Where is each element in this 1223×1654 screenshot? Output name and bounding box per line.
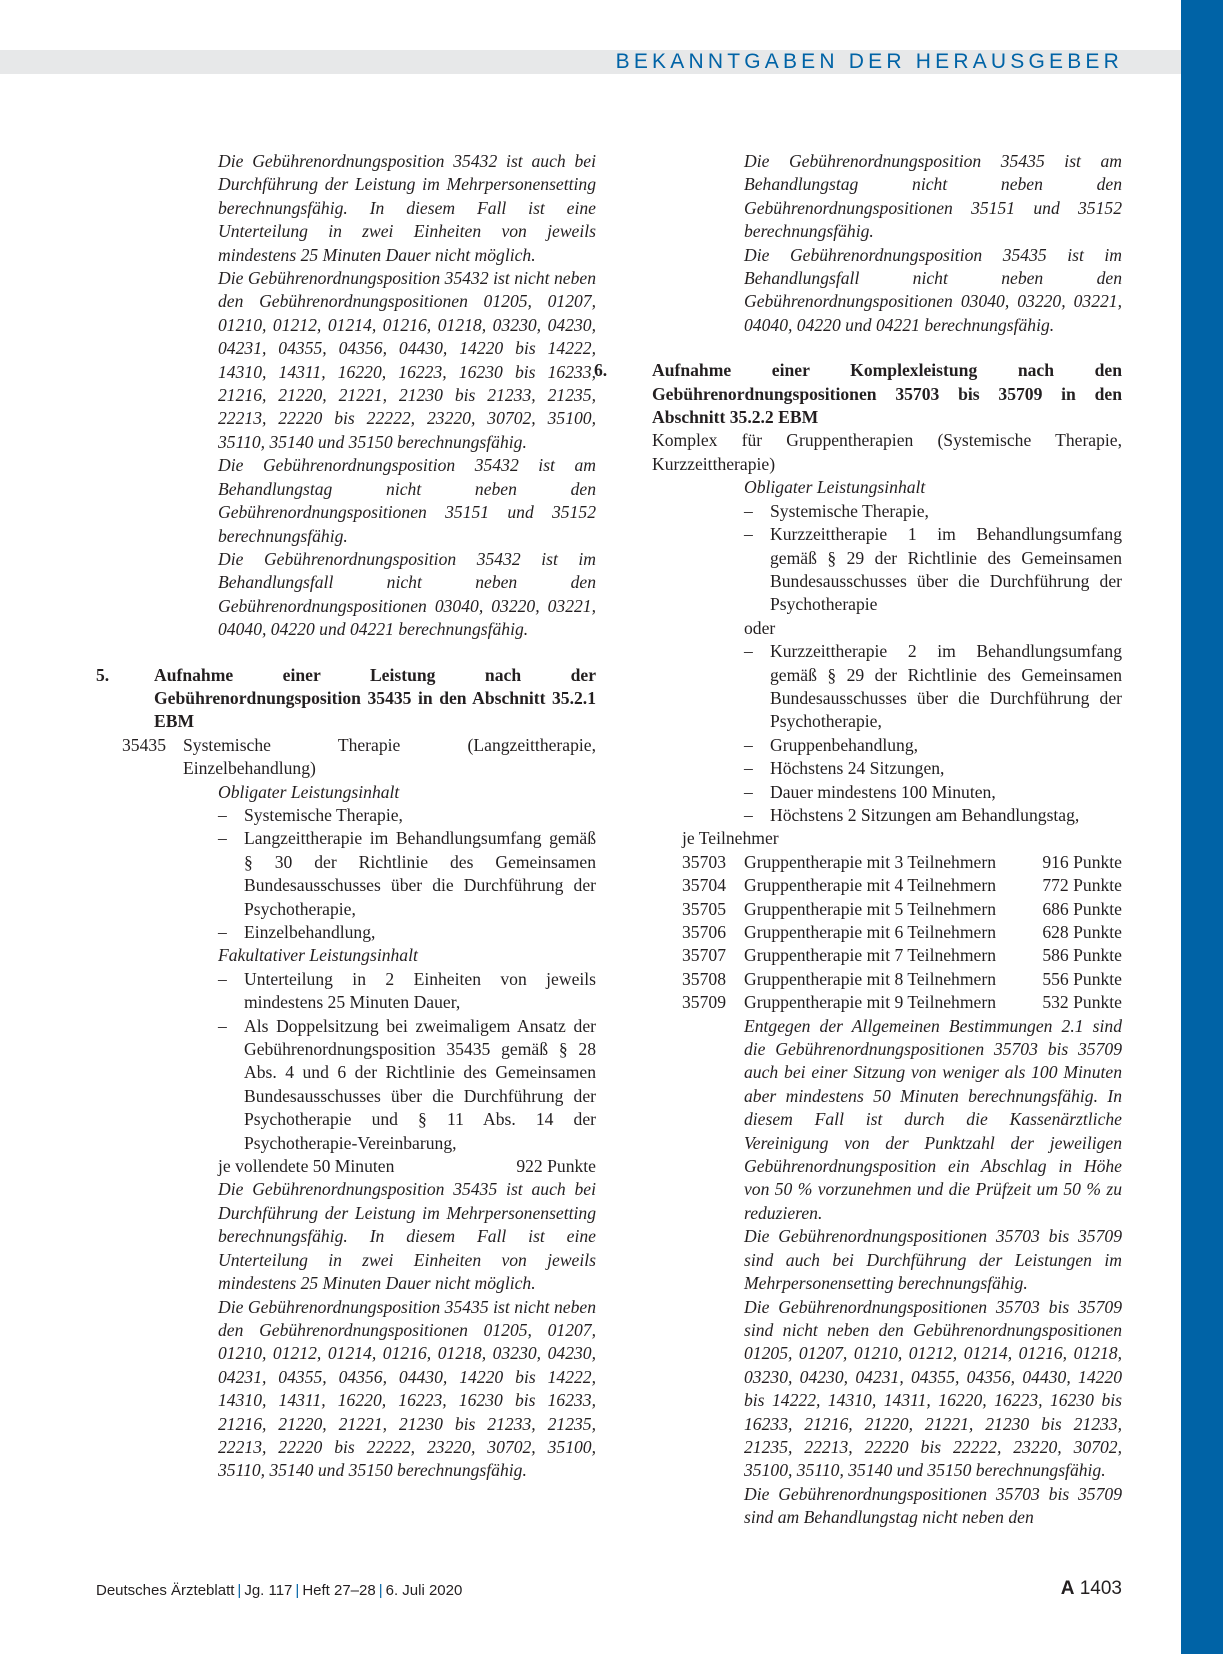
paragraph: Die Gebührenordnungsposition 35432 ist nicht neben den Gebührenordnungspositionen 01205, 01207, 01210, 01212, 01214, 01216, 01218, 03230, 04230, 04231, 04355, 04356, 04430, 14220 bis 14222, 14310, 14311, 16220, 16223, 16230 bis 16233, 21216, 21220, 21221, 21230 bis 21233, 21235, 22213, 22220 bis 22222, 23220, 30702, 35100, 35110, 35140 und 35150 berechnungsfähig. (218, 268, 596, 452)
fee-description: Gruppentherapie mit 3 Teilnehmern (744, 851, 997, 872)
points-value: 556 Punkte (1042, 968, 1122, 989)
subheading: Obligater Leistungsinhalt (218, 781, 400, 802)
points-value: 922 Punkte (516, 1156, 596, 1177)
points-value: 532 Punkte (1042, 992, 1122, 1013)
table-row (682, 921, 1122, 944)
section-number: 5. (96, 664, 110, 685)
fee-description: Systemische Therapie (Langzeittherapie, Einzelbehandlung) (183, 734, 596, 779)
subheading: Obligater Leistungsinhalt (744, 477, 926, 498)
list-item: – Höchstens 2 Sitzungen am Behandlungstag, (630, 804, 1122, 827)
fee-code: 35706 (682, 922, 726, 942)
section-heading (594, 359, 1122, 429)
fee-code: 35704 (682, 875, 726, 896)
section-title: BEKANNTGABEN DER HERAUSGEBER (615, 50, 1123, 73)
journal-issue: Heft 27–28 (302, 1582, 376, 1599)
paragraph: je Teilnehmer (682, 828, 779, 849)
footer-citation: Deutsches Ärzteblatt | Jg. 117 | Heft 27–28 | 6. Juli 2020 (96, 1582, 463, 1599)
fee-description: Gruppentherapie mit 8 Teilnehmern (744, 968, 997, 989)
list-item: – Höchstens 24 Sitzungen, (630, 757, 1122, 780)
right-column (594, 150, 1122, 1530)
points-value: 772 Punkte (1042, 875, 1122, 896)
page-edge-stripe (1181, 0, 1223, 1654)
paragraph: Die Gebührenordnungspositionen 35703 bis 35709 sind auch bei Durchführung der Leistungen im Mehrpersonensetting berechnungsfähig. (744, 1226, 1122, 1294)
table-row (682, 944, 1122, 967)
points-value: 686 Punkte (1042, 898, 1122, 919)
list-item: – Kurzzeittherapie 2 im Behandlungsumfang gemäß § 29 der Richtlinie des Gemeinsamen Bundesausschusses über die Durchführung der Psychotherapie, (630, 640, 1122, 734)
table-row (682, 874, 1122, 897)
paragraph: Die Gebührenordnungsposition 35435 ist nicht neben den Gebührenordnungspositionen 01205, 01207, 01210, 01212, 01214, 01216, 01218, 03230, 04230, 04231, 04355, 04356, 04430, 14220 bis 14222, 14310, 14311, 16220, 16223, 16230 bis 16233, 21216, 21220, 21221, 21230 bis 21233, 21235, 22213, 22220 bis 22222, 23220, 30702, 35100, 35110, 35140 und 35150 berechnungsfähig. (218, 1296, 596, 1481)
points-table (630, 851, 1122, 1015)
points-line (96, 1155, 596, 1178)
points-value: 586 Punkte (1042, 945, 1122, 966)
section-heading-text: Aufnahme einer Komplexleistung nach den Gebührenordnungspositionen 35703 bis 35709 in den Abschnitt 35.2.2 EBM (652, 360, 1122, 428)
paragraph: Die Gebührenordnungsposition 35432 ist am Behandlungstag nicht neben den Gebührenordnungspositionen 35151 und 35152 berechnungsfähig. (218, 455, 596, 546)
points-value: 628 Punkte (1042, 922, 1122, 942)
paragraph: Die Gebührenordnungsposition 35435 ist auch bei Durchführung der Leistung im Mehrpersonensetting berechnungsfähig. In diesem Fall ist eine Unterteilung in zwei Einheiten von jeweils mindestens 25 Minuten Dauer nicht möglich. (218, 1179, 596, 1294)
paragraph: Die Gebührenordnungsposition 35432 ist auch bei Durchführung der Leistung im Mehrpersonensetting berechnungsfähig. In diesem Fall ist eine Unterteilung in zwei Einheiten von jeweils mindestens 25 Minuten Dauer nicht möglich. (218, 151, 596, 265)
journal-name: Deutsches Ärzteblatt (96, 1582, 235, 1599)
paragraph: Komplex für Gruppentherapien (Systemische Therapie, Kurzzeittherapie) (652, 430, 1122, 474)
list-item: – Dauer mindestens 100 Minuten, (630, 781, 1122, 804)
paragraph: Entgegen der Allgemeinen Bestimmungen 2.1 sind die Gebührenordnungspositionen 35703 bis 35709 auch bei einer Sitzung von weniger als 100 Minuten aber mindestens 50 Minuten berechnungsfähig. In diesem Fall ist durch die Kassenärztliche Vereinigung von der Punktzahl der jeweiligen Gebührenordnungsposition ein Abschlag in Höhe von 50 % vorzunehmen und die Prüfzeit um 50 % zu reduzieren. (744, 1015, 1122, 1223)
page-number-value: 1403 (1079, 1578, 1122, 1599)
list-item: – Systemische Therapie, (630, 500, 1122, 523)
fee-description: Gruppentherapie mit 7 Teilnehmern (744, 945, 997, 966)
fee-description: Gruppentherapie mit 5 Teilnehmern (744, 898, 997, 919)
list-item: – Als Doppelsitzung bei zweimaligem Ansatz der Gebührenordnungsposition 35435 gemäß § 28 Abs. 4 und 6 der Richtlinie des Gemeinsamen Bundesausschusses über die Durchführung der Psychotherapie und § 11 Abs. 14 der Psychotherapie-Vereinbarung, (96, 1015, 596, 1155)
table-row (682, 851, 1122, 874)
list-item: – Einzelbehandlung, (96, 921, 596, 944)
paragraph: Die Gebührenordnungspositionen 35703 bis 35709 sind am Behandlungstag nicht neben den (744, 1483, 1122, 1528)
fee-description: Gruppentherapie mit 9 Teilnehmern (744, 992, 997, 1013)
points-label: je vollendete 50 Minuten (218, 1156, 395, 1177)
table-row (682, 898, 1122, 921)
list-item: – Langzeittherapie im Behandlungsumfang gemäß § 30 der Richtlinie des Gemeinsamen Bundesausschusses über die Durchführung der Psychotherapie, (96, 827, 596, 921)
fee-code: 35709 (682, 992, 726, 1013)
list-item: – Kurzzeittherapie 1 im Behandlungsumfang gemäß § 29 der Richtlinie des Gemeinsamen Bundesausschusses über die Durchführung der Psychotherapie (630, 523, 1122, 617)
table-row (682, 991, 1122, 1014)
paragraph: Die Gebührenordnungspositionen 35703 bis 35709 sind nicht neben den Gebührenordnungspositionen 01205, 01207, 01210, 01212, 01214, 01216, 01218, 03230, 04230, 04231, 04355, 04356, 04430, 14220 bis 14222, 14310, 14311, 16220, 16223, 16230 bis 16233, 21216, 21220, 21221, 21230 bis 21233, 21235, 22213, 22220 bis 22222, 23220, 30702, 35100, 35110, 35140 und 35150 berechnungsfähig. (744, 1296, 1122, 1481)
journal-volume: Jg. 117 (244, 1582, 293, 1599)
section-number: 6. (594, 360, 608, 381)
fee-description: Gruppentherapie mit 6 Teilnehmern (744, 922, 997, 942)
points-value: 916 Punkte (1042, 851, 1122, 872)
paragraph: Die Gebührenordnungsposition 35435 ist im Behandlungsfall nicht neben den Gebührenordnungspositionen 03040, 03220, 03221, 04040, 04220 und 04221 berechnungsfähig. (744, 244, 1122, 335)
paragraph: Die Gebührenordnungsposition 35432 ist im Behandlungsfall nicht neben den Gebührenordnungspositionen 03040, 03220, 03221, 04040, 04220 und 04221 berechnungsfähig. (218, 548, 596, 640)
subheading: Fakultativer Leistungsinhalt (218, 945, 418, 966)
fee-code: 35705 (682, 898, 726, 919)
code-entry (96, 734, 596, 781)
fee-code: 35708 (682, 968, 726, 989)
page-prefix: A (1060, 1578, 1075, 1599)
list-item: – Systemische Therapie, (96, 804, 596, 827)
page-number (1061, 1578, 1122, 1600)
left-column (96, 150, 596, 1483)
fee-code: 35703 (682, 851, 726, 872)
fee-description: Gruppentherapie mit 4 Teilnehmern (744, 875, 997, 896)
list-item: – Unterteilung in 2 Einheiten von jeweils mindestens 25 Minuten Dauer, (96, 968, 596, 1015)
fee-code: 35707 (682, 945, 726, 966)
section-heading-text: Aufnahme einer Leistung nach der Gebührenordnungsposition 35435 in den Abschnitt 35.2.1 EBM (154, 664, 596, 732)
conjunction: oder (744, 617, 776, 638)
fee-code: 35435 (122, 734, 166, 755)
list-item: – Gruppenbehandlung, (630, 734, 1122, 757)
section-heading (96, 664, 596, 734)
paragraph: Die Gebührenordnungsposition 35435 ist am Behandlungstag nicht neben den Gebührenordnungspositionen 35151 und 35152 berechnungsfähig. (744, 151, 1122, 242)
journal-date: 6. Juli 2020 (385, 1582, 463, 1599)
table-row (682, 968, 1122, 991)
